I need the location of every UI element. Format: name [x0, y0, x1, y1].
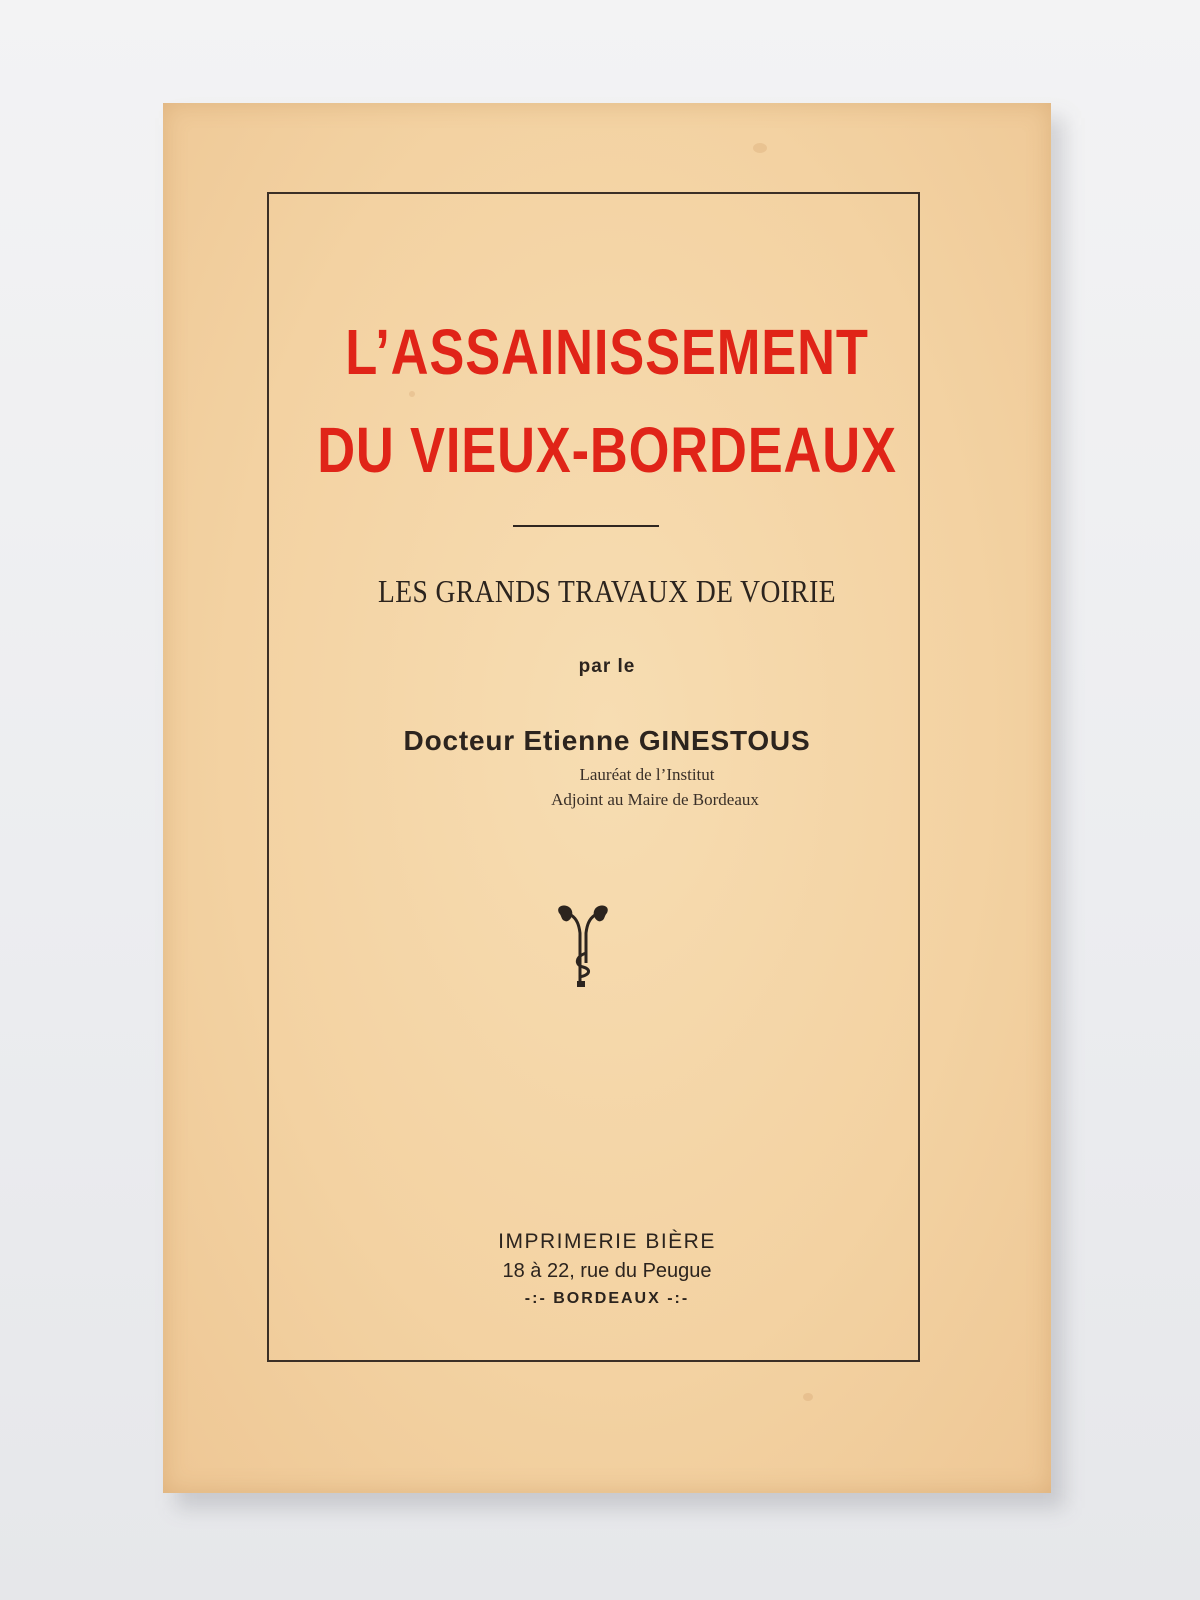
- cover-title-line-1: L’ASSAINISSEMENT: [345, 316, 869, 388]
- paper-foxing-spot: [803, 1393, 813, 1401]
- author-name: Docteur Etienne GINESTOUS: [403, 725, 811, 756]
- printer-city: -:- BORDEAUX -:-: [524, 1290, 690, 1307]
- paper-foxing-spot: [753, 143, 767, 153]
- printer-name: IMPRIMERIE BIÈRE: [498, 1230, 716, 1253]
- by-line: par le: [578, 656, 636, 677]
- cover-subtitle: LES GRANDS TRAVAUX DE VOIRIE: [377, 573, 837, 609]
- booklet-cover: [163, 103, 1051, 1493]
- title-divider-rule: [513, 525, 659, 527]
- kidneys-fleuron-icon: [553, 903, 613, 989]
- author-credential-2: Adjoint au Maire de Bordeaux: [551, 790, 759, 809]
- cover-title-line-2: DU VIEUX-BORDEAUX: [317, 414, 897, 486]
- author-credential-1: Lauréat de l’Institut: [579, 765, 715, 784]
- printer-address: 18 à 22, rue du Peugue: [502, 1260, 712, 1282]
